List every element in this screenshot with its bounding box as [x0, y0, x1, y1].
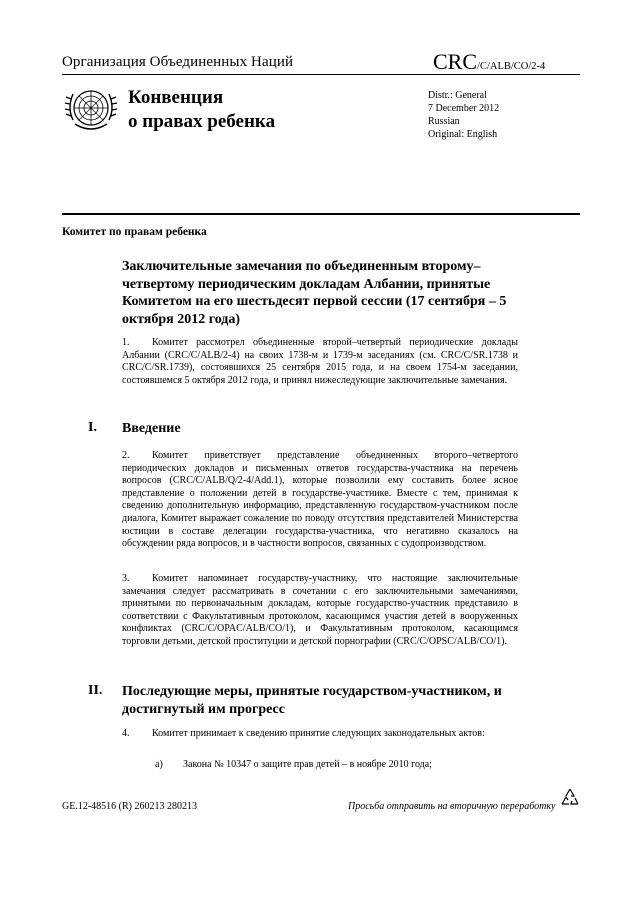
- title-line-1: Конвенция: [128, 87, 224, 108]
- symbol-main: CRC: [433, 49, 478, 74]
- header-thick-rule: [62, 213, 580, 215]
- section-number-2: II.: [88, 683, 103, 698]
- job-number: GE.12-48516 (R) 260213 280213: [62, 801, 197, 812]
- convention-title: [128, 86, 275, 134]
- recycle-icon: [559, 787, 581, 809]
- date-line: 7 December 2012: [428, 103, 500, 114]
- paragraph-text: Комитет напоминает государству-участнику, что настоящие заключительные замечания следует рассматривать в сочетании с его заключительными замечаниями, принятыми по первоначальным докладам, которые государство-участник представило в соответствии с Факультативным протоколом, касающимся участия детей в вооруженных конфликтах (CRC/C/OPAC/ALB/CO/1), и Факультативным протоколом, касающимся торговли детьми, детской проституции и детской порнографии (CRC/C/OPSC/ALB/CO/1).: [122, 573, 518, 647]
- subitem-letter: a): [155, 759, 163, 770]
- paragraph-3: [122, 573, 518, 649]
- section-title-2: Последующие меры, принятые государством-участником, и достигнутый им прогресс: [122, 684, 502, 717]
- paragraph-text: Комитет рассмотрел объединенные второй–четвертый периодические доклады Албании (CRC/C/ALB/2-4) на своих 1738-м и 1739-м заседаниях (см. CRC/C/SR.1738 и CRC/C/SR.1739), состоявшихся 25 сентября 2015 года, и на своем 1754-м заседании, состоявшемся 5 октября 2012 года, и принял нижеследующие заключительные замечания.: [122, 337, 518, 386]
- recycle-note: Просьба отправить на вторичную переработку: [348, 801, 556, 812]
- section-title-1: Введение: [122, 421, 181, 436]
- paragraph-number: 1.: [122, 337, 130, 348]
- paragraph-1: [122, 337, 518, 387]
- paragraph-number: 3.: [122, 573, 130, 584]
- original-line: Original: English: [428, 129, 498, 140]
- subitem-a: [155, 759, 432, 770]
- paragraph-text: Комитет принимает к сведению принятие следующих законодательных актов:: [152, 728, 485, 739]
- paragraph-text: Комитет приветствует представление объединенных второго–четвертого периодических докладов и письменных ответов государства-участника на перечень вопросов (CRC/C/ALB/Q/2-4/Add.1), которые позволили ему составить более ясное представление о положении детей в государстве-участнике. Вместе с тем, принимая к сведению дополнительную информацию, представленную государством-участником после диалога, Комитет выражает сожаление по поводу отсутствия представителей Министерства юстиции в составе делегации государства-участника, что негативно сказалось на обсуждении ряда вопросов, и в частности вопросов, связанных с судопроизводством.: [122, 450, 518, 550]
- un-emblem-icon: [63, 80, 119, 136]
- section-number-1: I.: [88, 420, 97, 435]
- paragraph-number: 2.: [122, 450, 130, 461]
- paragraph-4: [122, 728, 518, 741]
- committee-name: Комитет по правам ребенка: [62, 226, 207, 238]
- symbol-suffix: /C/ALB/CO/2-4: [477, 61, 546, 72]
- header-rule: [62, 74, 580, 75]
- document-title: Заключительные замечания по объединенным второму–четвертому периодическим докладам Албании, принятые Комитетом на его шестьдесят первой сессии (17 сентября – 5 октября 2012 года): [122, 259, 507, 327]
- subitem-text: Закона № 10347 о защите прав детей – в ноябре 2010 года;: [183, 759, 432, 770]
- paragraph-number: 4.: [122, 728, 130, 739]
- paragraph-2: [122, 450, 518, 551]
- language-line: Russian: [428, 116, 460, 127]
- title-line-2: о правах ребенка: [128, 111, 276, 132]
- organization-name: Организация Объединенных Наций: [62, 54, 294, 70]
- distr-line: Distr.: General: [428, 90, 487, 101]
- distribution-block: [428, 89, 499, 141]
